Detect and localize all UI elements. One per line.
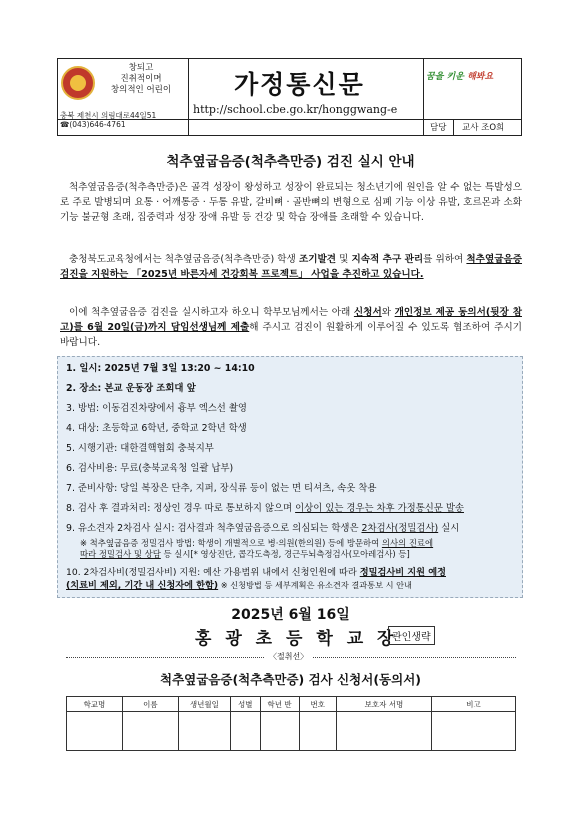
text: 실시 (438, 523, 460, 534)
detail-item: 7. 준비사항: 당일 복장은 단추, 지퍼, 장식류 등이 없는 면 티셔츠, 속옷 착용 (66, 483, 377, 494)
guardian-signature-field[interactable] (336, 712, 431, 751)
motto-line: 창되고 (128, 63, 154, 73)
student-name-field[interactable] (122, 712, 178, 751)
motto-line: 창의적인 어린이 (110, 85, 172, 95)
school-slogan-logo (426, 69, 521, 95)
detail-item (66, 566, 521, 592)
address-line: 충북 제천시 의림대로44일51 (60, 111, 157, 120)
school-address (60, 111, 188, 129)
column-header: 성별 (230, 697, 260, 712)
issue-date: 2025년 6월 16일 (231, 607, 350, 623)
school-url-link[interactable]: http://school.cbe.go.kr/honggwang-e (193, 103, 398, 116)
application-form-table (66, 696, 516, 751)
application-form-title: 척추옆굽음증(척추측만증) 검사 신청서(동의서) (160, 672, 421, 687)
column-header: 학교명 (67, 697, 123, 712)
text-underlined: (치료비 제외, 기간 내 신청자에 한함) (66, 580, 219, 591)
detail-item: 4. 대상: 초등학교 6학년, 중학교 2학년 학생 (66, 423, 247, 434)
approval-value: 교사 조O희 (462, 123, 505, 133)
text: 등 실시[* 영상진단, 콥각도측정, 경근두뇌측정검사(모아레검사) 등] (160, 549, 410, 559)
text: 및 (336, 254, 352, 265)
text-underlined: 신청서 (353, 307, 382, 318)
detail-item (66, 523, 459, 535)
table-row (67, 712, 516, 751)
notice-title: 척추옆굽음증(척추측만증) 검진 실시 안내 (166, 154, 415, 170)
approval-label: 담당 (430, 123, 447, 133)
column-header: 이름 (122, 697, 178, 712)
text: 를 위하여 (423, 254, 467, 265)
column-header: 비고 (431, 697, 515, 712)
divider (188, 59, 189, 135)
detail-item (66, 503, 464, 515)
text-underlined: 2차검사(정밀검사) (361, 523, 439, 534)
text-underlined: 의사의 진료에 (381, 538, 434, 548)
text-underlined: 이상이 있는 경우는 차후 가정통신문 발송 (295, 503, 464, 514)
text-bold: 지속적 추구 관리 (351, 254, 424, 265)
detail-item: 3. 방법: 이동검진차량에서 흉부 엑스선 촬영 (66, 403, 247, 414)
text-underlined: 척추옆굽음증 검진을 지원하는 「2025년 바른자세 건강회복 프로젝트」 사업을 추진하고 있습니다. (60, 254, 523, 280)
detail-item: 2. 장소: 본교 운동장 조회대 앞 (66, 383, 196, 394)
slogan-left: 꿈을 키운 (426, 72, 464, 82)
detail-item: 1. 일시: 2025년 7월 3일 13:20 ~ 14:10 (66, 363, 255, 374)
grade-class-field[interactable] (260, 712, 299, 751)
text: 10. 2차검사비(정밀검사비) 지원: 예산 가용범위 내에서 신청인원에 따라 (66, 567, 360, 578)
text: ※ 척추옆굽음증 정밀검사 방법: 학생이 개별적으로 병·의원(한의원) 등에 방문하여 (80, 538, 382, 548)
newsletter-header (57, 58, 522, 136)
birthdate-field[interactable] (178, 712, 230, 751)
text-underlined: 개인정보 제공 동의서(뒷장 참고)를 6월 20일(금)까지 담임선생님께 제출 (60, 307, 522, 333)
column-header: 보호자 서명 (336, 697, 431, 712)
text: 해 주시고 검진이 원활하게 이루어질 수 있도록 협조하여 주시기 바랍니다. (60, 322, 522, 348)
text: 9. 유소견자 2차검사 실시: 검사결과 척추옆굽음증으로 의심되는 학생은 (66, 523, 362, 534)
gender-field[interactable] (230, 712, 260, 751)
principal-signature: 홍 광 초 등 학 교 장 (195, 629, 398, 649)
text: ※ 신청방법 등 세부계획은 유소견자 결과통보 시 안내 (218, 580, 412, 590)
number-field[interactable] (299, 712, 336, 751)
request-paragraph (60, 305, 522, 350)
text-underlined: 정밀검사비 지원 예정 (359, 567, 446, 578)
school-name-field[interactable] (67, 712, 123, 751)
intro-paragraph: 척추옆굽음증(척추측만증)은 골격 성장이 왕성하고 성장이 완료되는 청소년기에 원인을 알 수 없는 특발성으로 주로 발병되며 요통 · 어깨통증 · 두통 유발, 갈비뼈 · 골반뼈의 변형으로 심폐 기능 이상 유발, 호르몬과 소화기능 불균형 초래, 집중력과 성장 장애 유발 등 건강 및 학습 장애를 초래할 수 있습니다. (60, 182, 522, 223)
text-bold: 조기발견 (298, 254, 337, 265)
text-underlined: 따라 정밀검사 및 상담 (80, 549, 161, 559)
detail-item: 5. 시행기관: 대한결핵협회 충북지부 (66, 443, 214, 454)
slogan-right: 해봐요 (467, 72, 494, 82)
detail-note (80, 538, 520, 560)
motto-line: 진취적이며 (120, 74, 162, 84)
detail-item: 6. 검사비용: 무료(충북교육청 일괄 납부) (66, 463, 234, 474)
program-paragraph (60, 252, 522, 282)
column-header: 생년월일 (178, 697, 230, 712)
text: 이에 척추옆굽음증 검진을 실시하고자 하오니 학부모님께서는 아래 (69, 307, 354, 318)
column-header: 학년 반 (260, 697, 299, 712)
column-header: 번호 (299, 697, 336, 712)
text: 충청북도교육청에서는 척추옆굽음증(척추측만증) 학생 (69, 254, 299, 265)
text: 8. 검사 후 결과처리: 정상인 경우 따로 통보하지 않으며 (66, 503, 296, 514)
newsletter-title: 가정통신문 (234, 70, 365, 99)
text: 와 (381, 307, 395, 318)
official-seal-omitted: 관인생략 (388, 626, 435, 645)
cut-line-label: 〈절취선〉 (265, 651, 312, 662)
divider (423, 59, 424, 135)
school-emblem-icon (61, 66, 95, 100)
remarks-field[interactable] (431, 712, 515, 751)
phone-line: ☎(043)646-4761 (60, 120, 126, 129)
divider (453, 119, 454, 135)
table-header-row (67, 697, 516, 712)
school-motto (100, 63, 182, 96)
